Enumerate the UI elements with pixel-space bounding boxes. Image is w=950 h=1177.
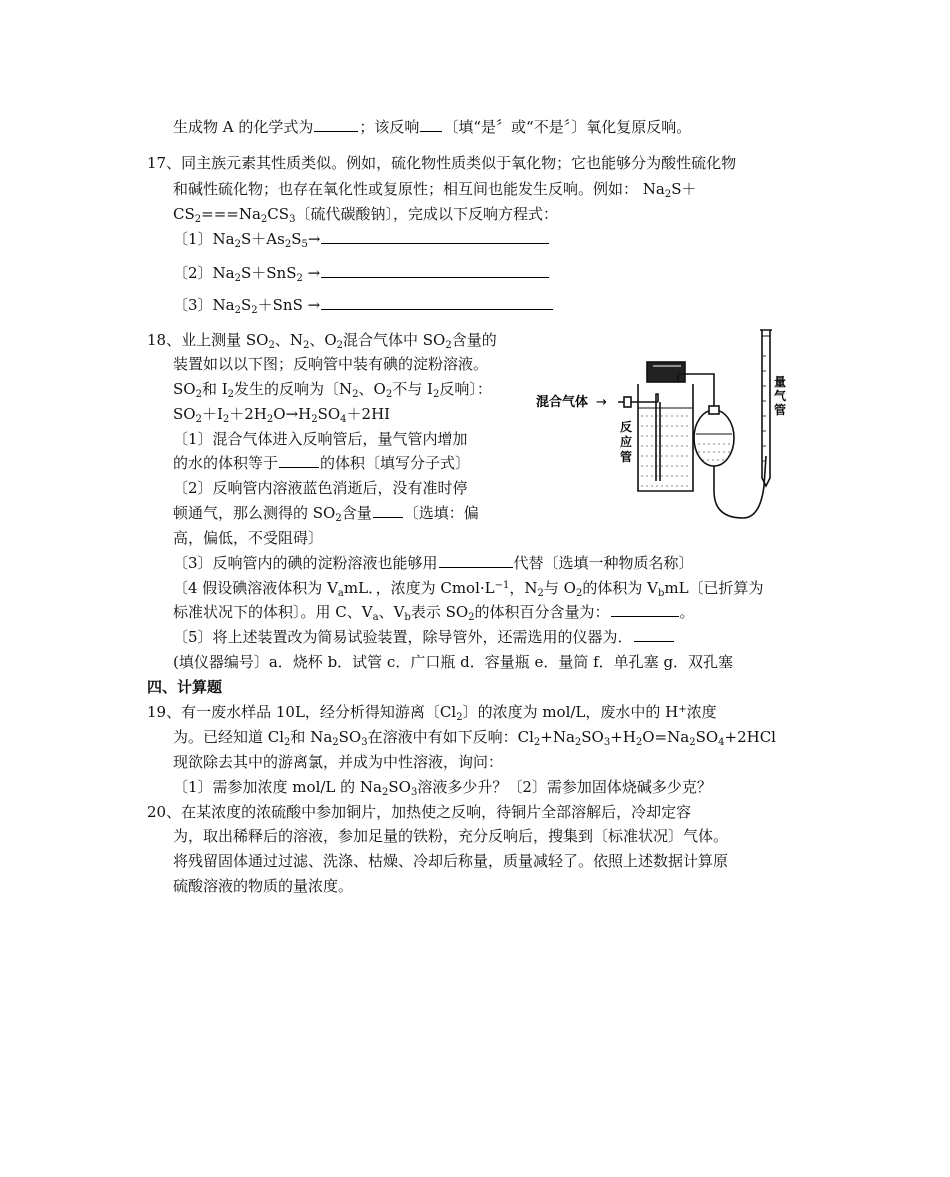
- q20-line-1: [147, 801, 691, 823]
- text: 高，偏低，不受阻碍〕: [173, 529, 324, 547]
- text: 〔3〕Na: [173, 296, 235, 314]
- text: 反响〕：: [439, 380, 492, 398]
- gas-inlet-label: 混合气体: [536, 395, 589, 410]
- answer-blank[interactable]: [611, 601, 679, 617]
- text: 〔5〕将上述装置改为简易试验装置，除导管外，还需选用的仪器为．: [173, 628, 633, 646]
- q18-part2-line2: [173, 502, 479, 524]
- superscript: −1: [494, 580, 510, 591]
- q18-line-2: [173, 353, 488, 375]
- text: 生成物 A 的化学式为: [173, 118, 314, 136]
- buret-label-1: 量: [774, 375, 787, 389]
- subscript: 4: [340, 414, 347, 425]
- q17-eq-1: [173, 228, 550, 250]
- q16-tail-line: [173, 116, 691, 138]
- text: 将残留固体通过过滤、洗涤、枯燥、冷却后称量，质量减轻了。依照上述数据计算原: [173, 852, 729, 870]
- text: 、O: [358, 380, 386, 398]
- subscript: 2: [268, 340, 275, 351]
- gas-inlet-arrow: →: [596, 395, 607, 410]
- text: ；该反响: [359, 118, 420, 136]
- subscript: 2: [266, 414, 274, 425]
- text: 〔3〕反响管内的碘的淀粉溶液也能够用: [173, 554, 438, 572]
- subscript: 3: [361, 737, 368, 748]
- text: 〔2〕反响管内溶液蓝色消逝后，没有准时停: [173, 479, 468, 497]
- text: 为，取出稀释后的溶液，参加足量的铁粉，充分反响后，搜集到〔标准状况〕气体。: [173, 827, 729, 845]
- text: 标准状况下的体积〕。用 C、V: [173, 603, 373, 621]
- q18-part2-line1: [173, 477, 468, 499]
- text: 〔填“是〞或“不是〞〕氧化复原反响。: [443, 118, 692, 136]
- q18-part4-line1: [173, 577, 764, 599]
- subscript: a: [337, 588, 344, 599]
- text: ＋I: [201, 405, 223, 423]
- text: →: [307, 230, 321, 248]
- text: 〔1〕需参加浓度 mol/L 的 Na: [173, 778, 382, 796]
- q18-part1-line2: [173, 452, 470, 474]
- subscript: 2: [227, 389, 235, 400]
- q18-equation: [173, 403, 390, 425]
- text: 和碱性硫化物；也存在氧化性或复原性；相互间也能发生反响。例如：: [173, 180, 639, 198]
- section-heading: [147, 676, 222, 698]
- q17-eq-2: [173, 262, 550, 284]
- subscript: 2: [296, 273, 303, 284]
- text: 〔1〕Na: [173, 230, 235, 248]
- text: 装置如以以下图；反响管中装有碘的淀粉溶液。: [173, 355, 489, 373]
- q19-line-1: [147, 701, 717, 723]
- subscript: 2: [251, 305, 258, 316]
- q20-line-3: [173, 850, 728, 872]
- subscript: 2: [689, 737, 696, 748]
- subscript: 2: [195, 389, 202, 400]
- text: S: [291, 230, 302, 248]
- text: 、N: [274, 331, 303, 349]
- text: mL〔已折算为: [664, 579, 764, 597]
- subscript: 3: [410, 787, 418, 798]
- text: 代替〔选填一种物质名称〕: [513, 554, 694, 572]
- subscript: b: [657, 588, 665, 599]
- text: 的体积〔填写分子式〕: [320, 454, 471, 472]
- tube-label-2: 应: [620, 435, 633, 449]
- subscript: 2: [234, 273, 241, 284]
- subscript: 2: [352, 389, 359, 400]
- text: 和 I: [201, 380, 228, 398]
- bulb-stem: [714, 456, 766, 518]
- subscript: 2: [195, 414, 202, 425]
- text: 发生的反响为〔N: [234, 380, 353, 398]
- text: 〔2〕Na: [173, 264, 235, 282]
- text: 浓度: [686, 703, 717, 721]
- text: S: [241, 296, 252, 314]
- reaction-tube: [638, 384, 693, 491]
- answer-blank[interactable]: [321, 262, 549, 278]
- buret-label-3: 管: [774, 403, 787, 417]
- text: SO: [338, 728, 362, 746]
- answer-blank[interactable]: [634, 626, 674, 642]
- q17-line-2: [173, 178, 697, 200]
- q17-line-3: [173, 203, 558, 225]
- text: 不与 I: [392, 380, 433, 398]
- subscript: 2: [385, 389, 393, 400]
- text: 17、同主族元素其性质类似。例如，硫化物性质类似于氧化物；它也能够分为酸性硫化物: [147, 154, 737, 172]
- q18-part2-line3: [173, 527, 323, 549]
- subscript: 4: [718, 737, 725, 748]
- text: 〔硫代碳酸钠〕，完成以下反响方程式：: [295, 205, 558, 223]
- text: SO: [173, 405, 196, 423]
- answer-blank[interactable]: [373, 502, 403, 518]
- text: 〔选填：偏: [403, 504, 479, 522]
- text: 在溶液中有如下反响：Cl: [367, 728, 534, 746]
- subscript: 2: [664, 189, 672, 200]
- inlet-clamp: [624, 397, 631, 407]
- text: SO: [388, 778, 411, 796]
- subscript: 3: [289, 214, 296, 225]
- text: +H: [610, 728, 636, 746]
- text: 和 Na: [290, 728, 333, 746]
- text: 四、计算题: [147, 678, 223, 696]
- subscript: b: [404, 612, 411, 623]
- subscript: a: [372, 612, 379, 623]
- text: CS: [267, 205, 290, 223]
- text: SO: [173, 380, 196, 398]
- text: mL．，浓度为 Cmol·L: [343, 579, 495, 597]
- inner-tube: [656, 394, 660, 481]
- text: S＋: [671, 180, 697, 198]
- q18-part5-line1: [173, 626, 675, 648]
- q18-part1-line1: [173, 428, 468, 450]
- text: 、O: [309, 331, 337, 349]
- text: SO: [317, 405, 341, 423]
- subscript: 2: [574, 737, 582, 748]
- subscript: 2: [302, 340, 310, 351]
- subscript: 2: [381, 787, 389, 798]
- q17-line-1: [147, 152, 736, 174]
- q20-line-2: [173, 825, 728, 847]
- text: 含量的: [451, 331, 497, 349]
- text: O→H: [273, 405, 312, 423]
- text: S＋SnS: [241, 264, 297, 282]
- q19-line-3: [173, 751, 503, 773]
- text: CS: [173, 205, 195, 223]
- text: 溶液多少升？〔2〕需参加固体烧碱多少克？: [417, 778, 712, 796]
- subscript: 3: [603, 737, 611, 748]
- text: 硫酸溶液的物质的量浓度。: [173, 877, 354, 895]
- text: 、V: [378, 603, 405, 621]
- answer-blank[interactable]: [321, 228, 549, 244]
- text: O=Na: [642, 728, 690, 746]
- text: S＋As: [241, 230, 285, 248]
- apparatus-diagram: [528, 326, 818, 526]
- text: 的水的体积等于: [173, 454, 279, 472]
- subscript: 2: [234, 239, 241, 250]
- tube-label-1: 反: [620, 420, 633, 434]
- subscript: 2: [284, 239, 292, 250]
- superscript: +: [678, 704, 687, 715]
- q19-line-2: [173, 726, 776, 748]
- text: 18、业上测量 SO: [147, 331, 269, 349]
- subscript: 2: [445, 340, 452, 351]
- text: 顿通气，那么测得的 SO: [173, 504, 336, 522]
- text: 的体积为 V: [582, 579, 658, 597]
- text: 与 O: [543, 579, 576, 597]
- text: (填仪器编号〕a．烧杯 b．试管 c．广口瓶 d．容量瓶 e．量筒 f．单孔塞 g．双孔塞: [173, 653, 734, 671]
- subscript: 2: [468, 612, 475, 623]
- answer-blank[interactable]: [420, 116, 442, 132]
- subscript: 2: [194, 214, 202, 225]
- text: 〕的浓度为 mol/L，废水中的 H: [462, 703, 679, 721]
- text: 现欲除去其中的游离氯，并成为中性溶液，询问：: [173, 753, 504, 771]
- text: 混合气体中 SO: [343, 331, 446, 349]
- text: ＋2HI: [346, 405, 391, 423]
- q18-part5-line2: [173, 651, 733, 673]
- text: ===Na: [201, 205, 261, 223]
- q18-part4-line2: [173, 601, 695, 623]
- text: →: [302, 264, 321, 282]
- text: SO: [695, 728, 719, 746]
- subscript: 2: [332, 737, 339, 748]
- q20-line-4: [173, 875, 353, 897]
- stopper: [647, 362, 685, 382]
- text: ，N: [509, 579, 538, 597]
- q18-line-3: [173, 378, 492, 400]
- answer-blank[interactable]: [279, 452, 319, 468]
- text: 表示 SO: [410, 603, 469, 621]
- q19-line-4: [173, 776, 712, 798]
- subscript: 2: [635, 737, 643, 748]
- subscript: 2: [260, 214, 268, 225]
- subscript: 2: [284, 737, 291, 748]
- subscript: 2: [432, 389, 440, 400]
- text: 〔1〕混合气体进入反响管后，量气管内增加: [173, 430, 468, 448]
- subscript: 2: [537, 588, 544, 599]
- q18-part3: [173, 552, 694, 574]
- answer-blank[interactable]: [314, 116, 358, 132]
- subscript: 2: [335, 513, 342, 524]
- subscript: 2: [575, 588, 583, 599]
- subscript: 5: [301, 239, 308, 250]
- text: 19、有一废水样品 10L，经分析得知游离〔Cl: [147, 703, 457, 721]
- text: 为。已经知道 Cl: [173, 728, 285, 746]
- tube-label-3: 管: [620, 450, 633, 464]
- text: 的体积百分含量为：: [474, 603, 610, 621]
- text: +2HCl: [724, 728, 776, 746]
- q18-line-1: [147, 329, 497, 351]
- text: ＋2H: [229, 405, 267, 423]
- text: 〔4 假设碘溶液体积为 V: [173, 579, 338, 597]
- answer-blank[interactable]: [439, 552, 513, 568]
- subscript: 2: [234, 305, 241, 316]
- answer-blank[interactable]: [321, 294, 553, 310]
- subscript: 2: [533, 737, 541, 748]
- text: SO: [581, 728, 604, 746]
- subscript: 2: [311, 414, 318, 425]
- buret-label-2: 气: [774, 389, 787, 403]
- text: 。: [679, 603, 695, 621]
- text: ＋SnS →: [257, 296, 321, 314]
- text: Na: [642, 180, 665, 198]
- text: 含量: [341, 504, 372, 522]
- subscript: 2: [456, 712, 463, 723]
- q17-eq-3: [173, 294, 554, 316]
- text: 20、在某浓度的浓硫酸中参加铜片，加热使之反响，待铜片全部溶解后，冷却定容: [147, 803, 692, 821]
- subscript: 2: [336, 340, 344, 351]
- bulb-neck: [709, 406, 719, 414]
- subscript: 2: [222, 414, 230, 425]
- leveling-bulb: [694, 410, 734, 466]
- text: +Na: [540, 728, 575, 746]
